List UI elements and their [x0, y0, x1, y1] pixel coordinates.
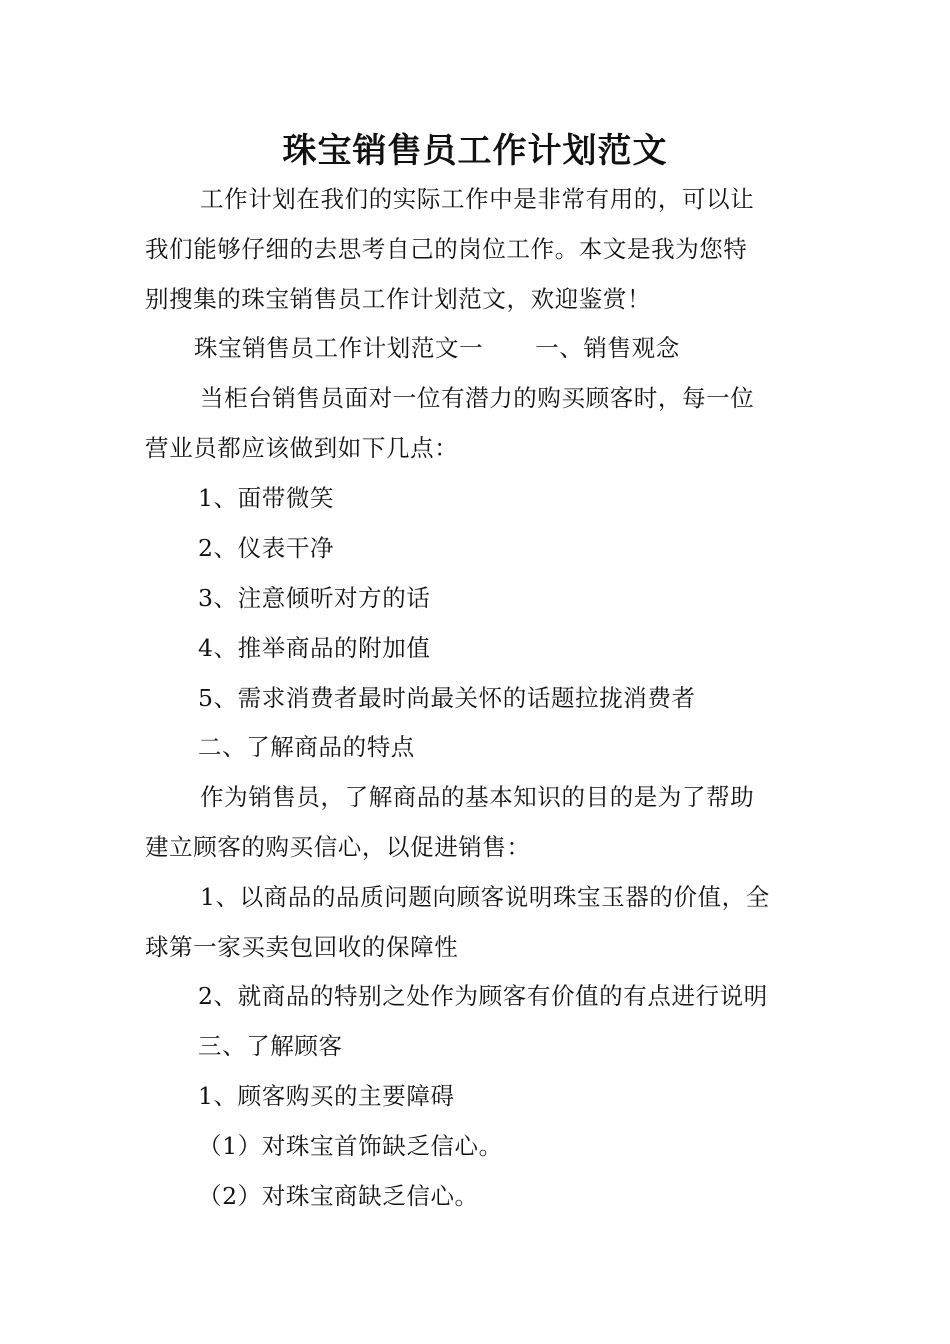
list-item: 1、顾客购买的主要障碍	[198, 1082, 455, 1110]
list-item-continuation: 球第一家买卖包回收的保障性	[145, 933, 459, 961]
paragraph-line: 作为销售员，了解商品的基本知识的目的是为了帮助	[200, 783, 755, 811]
document-title: 珠宝销售员工作计划范文	[282, 131, 668, 171]
section-heading: 三、了解顾客	[198, 1032, 343, 1060]
list-item: 4、推举商品的附加值	[198, 634, 431, 662]
paragraph-line: 别搜集的珠宝销售员工作计划范文，欢迎鉴赏！	[145, 285, 652, 313]
paragraph-line: 当柜台销售员面对一位有潜力的购买顾客时，每一位	[200, 384, 755, 412]
list-item: 2、仪表干净	[198, 534, 335, 562]
list-item: 1、面带微笑	[198, 484, 335, 512]
list-item: 5、需求消费者最时尚最关怀的话题拉拢消费者	[198, 684, 696, 712]
paragraph-line: 营业员都应该做到如下几点：	[145, 434, 459, 462]
section-heading-title: 珠宝销售员工作计划范文一	[194, 334, 484, 362]
paragraph-line: 我们能够仔细的去思考自己的岗位工作。本文是我为您特	[145, 235, 748, 263]
paragraph-line: 工作计划在我们的实际工作中是非常有用的，可以让	[200, 185, 755, 213]
paragraph-line: 建立顾客的购买信心，以促进销售：	[145, 833, 531, 861]
list-item: 1、以商品的品质问题向顾客说明珠宝玉器的价值，全	[200, 883, 770, 911]
section-heading-subtitle: 一、销售观念	[535, 334, 680, 362]
list-item: 3、注意倾听对方的话	[198, 584, 431, 612]
sub-list-item: （1）对珠宝首饰缺乏信心。	[198, 1132, 503, 1160]
sub-list-item: （2）对珠宝商缺乏信心。	[198, 1182, 479, 1210]
section-heading-line	[194, 330, 859, 366]
list-item: 2、就商品的特别之处作为顾客有价值的有点进行说明	[198, 982, 768, 1010]
section-heading: 二、了解商品的特点	[198, 733, 415, 761]
